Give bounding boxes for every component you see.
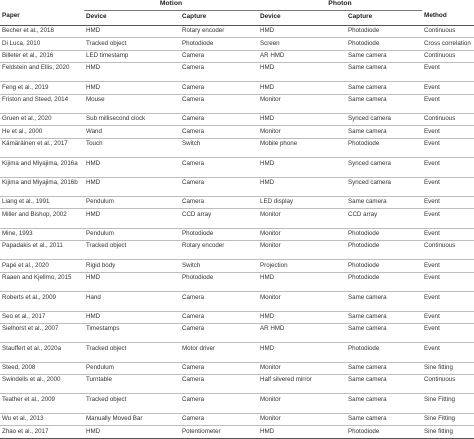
method-cell: Event xyxy=(422,260,474,272)
group-header-photon: Photon xyxy=(258,0,422,10)
column-header-method: Method xyxy=(422,10,474,25)
table-row xyxy=(0,38,474,50)
motion-device-cell: HMD xyxy=(84,82,180,94)
motion-capture-cell: Camera xyxy=(180,114,258,126)
photon-capture-cell: Same camera xyxy=(346,126,422,138)
paper-cell: Papé et al., 2020 xyxy=(0,260,84,272)
paper-cell: Liang et al., 1991 xyxy=(0,196,84,208)
group-header-motion: Motion xyxy=(84,0,258,10)
motion-capture-cell: Camera xyxy=(180,394,258,413)
column-header-paper: Paper xyxy=(0,10,84,25)
motion-device-cell: Timestamps xyxy=(84,323,180,342)
motion-device-cell: Turntable xyxy=(84,375,180,394)
photon-capture-cell: Same camera xyxy=(346,196,422,208)
motion-capture-cell: Camera xyxy=(180,311,258,323)
motion-device-cell: Sub millisecond clock xyxy=(84,114,180,126)
photon-capture-cell: Synced camera xyxy=(346,158,422,177)
photon-device-cell: HMD xyxy=(258,82,346,94)
motion-capture-cell: Camera xyxy=(180,375,258,394)
table-row xyxy=(0,343,474,362)
motion-device-cell: HMD xyxy=(84,158,180,177)
paper-cell: Kijima and Miyajima, 2016b xyxy=(0,177,84,196)
motion-device-cell: Hand xyxy=(84,292,180,311)
motion-device-cell: Tracked object xyxy=(84,343,180,362)
motion-capture-cell: Camera xyxy=(180,196,258,208)
motion-capture-cell: Camera xyxy=(180,292,258,311)
motion-device-cell: Touch xyxy=(84,138,180,157)
photon-capture-cell: Photodiode xyxy=(346,343,422,362)
paper-cell: Zhao et al., 2017 xyxy=(0,426,84,438)
table-row xyxy=(0,241,474,260)
photon-capture-cell: Synced camera xyxy=(346,177,422,196)
paper-cell: Becher et al., 2018 xyxy=(0,25,84,37)
photon-capture-cell: Same camera xyxy=(346,311,422,323)
paper-cell: Mine, 1993 xyxy=(0,228,84,240)
method-cell: Continuous xyxy=(422,114,474,126)
motion-device-cell: Tracked object xyxy=(84,394,180,413)
photon-capture-cell: Photodiode xyxy=(346,38,422,50)
paper-cell: Miller and Bishop, 2002 xyxy=(0,209,84,228)
photon-capture-cell: Same camera xyxy=(346,62,422,81)
method-cell: Event xyxy=(422,158,474,177)
motion-capture-cell: Camera xyxy=(180,94,258,113)
photon-device-cell: LED display xyxy=(258,196,346,208)
table-row xyxy=(0,25,474,37)
photon-device-cell: HMD xyxy=(258,272,346,291)
photon-capture-cell: Same camera xyxy=(346,292,422,311)
column-header-motion-device: Device xyxy=(84,10,180,25)
photon-device-cell: Monitor xyxy=(258,126,346,138)
photon-device-cell: Monitor xyxy=(258,394,346,413)
table-row xyxy=(0,177,474,196)
method-cell: Event xyxy=(422,177,474,196)
photon-device-cell: HMD xyxy=(258,311,346,323)
motion-capture-cell: Camera xyxy=(180,177,258,196)
photon-device-cell: HMD xyxy=(258,25,346,37)
table-row xyxy=(0,426,474,438)
photon-device-cell: Monitor xyxy=(258,94,346,113)
method-cell: Event xyxy=(422,343,474,362)
motion-device-cell: HMD xyxy=(84,209,180,228)
photon-device-cell: Monitor xyxy=(258,362,346,374)
table-row xyxy=(0,209,474,228)
table-row xyxy=(0,138,474,157)
table-row xyxy=(0,126,474,138)
paper-cell: Raaen and Kjellmo, 2015 xyxy=(0,272,84,291)
method-cell: Event xyxy=(422,272,474,291)
table-row xyxy=(0,311,474,323)
photon-capture-cell: Photodiode xyxy=(346,25,422,37)
motion-device-cell: Mouse xyxy=(84,94,180,113)
motion-capture-cell: Motor driver xyxy=(180,343,258,362)
motion-capture-cell: Camera xyxy=(180,82,258,94)
method-cell: Event xyxy=(422,292,474,311)
photon-device-cell: Monitor xyxy=(258,413,346,425)
photon-capture-cell: Photodiode xyxy=(346,228,422,240)
motion-device-cell: HMD xyxy=(84,62,180,81)
table-row xyxy=(0,260,474,272)
photon-device-cell: Monitor xyxy=(258,228,346,240)
photon-device-cell: HMD xyxy=(258,426,346,438)
method-cell: Event xyxy=(422,138,474,157)
motion-capture-cell: Camera xyxy=(180,413,258,425)
method-cell: Event xyxy=(422,126,474,138)
method-cell: Continuous xyxy=(422,375,474,394)
group-header-empty xyxy=(0,0,84,10)
photon-capture-cell: Same camera xyxy=(346,394,422,413)
table-row xyxy=(0,158,474,177)
motion-capture-cell: Photodiode xyxy=(180,228,258,240)
method-cell: Cross correlation xyxy=(422,38,474,50)
method-cell: Event xyxy=(422,94,474,113)
method-cell: Event xyxy=(422,82,474,94)
motion-capture-cell: Camera xyxy=(180,323,258,342)
motion-capture-cell: Potentiometer xyxy=(180,426,258,438)
motion-capture-cell: Camera xyxy=(180,158,258,177)
photon-device-cell: Screen xyxy=(258,38,346,50)
method-cell: Event xyxy=(422,228,474,240)
table-row xyxy=(0,50,474,62)
method-cell: Sine Fitting xyxy=(422,413,474,425)
photon-device-cell: AR HMD xyxy=(258,323,346,342)
photon-device-cell: Projection xyxy=(258,260,346,272)
photon-device-cell: Half silvered mirror xyxy=(258,375,346,394)
photon-device-cell: HMD xyxy=(258,158,346,177)
motion-device-cell: HMD xyxy=(84,272,180,291)
motion-device-cell: HMD xyxy=(84,311,180,323)
photon-capture-cell: Photodiode xyxy=(346,426,422,438)
method-cell: Continuous xyxy=(422,241,474,260)
photon-device-cell: AR HMD xyxy=(258,50,346,62)
table-row xyxy=(0,413,474,425)
motion-device-cell: Pendulum xyxy=(84,362,180,374)
table-row xyxy=(0,272,474,291)
table-row xyxy=(0,362,474,374)
motion-capture-cell: Camera xyxy=(180,126,258,138)
table-body xyxy=(0,25,474,438)
motion-capture-cell: Camera xyxy=(180,362,258,374)
motion-device-cell: HMD xyxy=(84,177,180,196)
photon-capture-cell: Photodiode xyxy=(346,272,422,291)
column-header-photon-capture: Capture xyxy=(346,10,422,25)
paper-cell: Di Luca, 2010 xyxy=(0,38,84,50)
column-header-row xyxy=(0,10,474,25)
motion-capture-cell: Camera xyxy=(180,50,258,62)
motion-capture-cell: Camera xyxy=(180,62,258,81)
photon-device-cell: Monitor xyxy=(258,292,346,311)
photon-capture-cell: Photodiode xyxy=(346,241,422,260)
paper-cell: Stauffert et al., 2020a xyxy=(0,343,84,362)
table-row xyxy=(0,94,474,113)
paper-cell: Roberts et al., 2009 xyxy=(0,292,84,311)
method-cell: Sine fitting xyxy=(422,426,474,438)
motion-capture-cell: Switch xyxy=(180,138,258,157)
method-cell: Continuous xyxy=(422,50,474,62)
table-row xyxy=(0,375,474,394)
paper-cell: Swindells et al., 2000 xyxy=(0,375,84,394)
motion-device-cell: HMD xyxy=(84,25,180,37)
paper-cell: Kijima and Miyajima, 2016a xyxy=(0,158,84,177)
method-cell: Sine fitting xyxy=(422,362,474,374)
method-cell: Event xyxy=(422,311,474,323)
paper-cell: Feldstein and Ellis, 2020 xyxy=(0,62,84,81)
table-row xyxy=(0,292,474,311)
table-row xyxy=(0,196,474,208)
motion-device-cell: LED timestamp xyxy=(84,50,180,62)
photon-capture-cell: Same camera xyxy=(346,362,422,374)
method-cell: Event xyxy=(422,196,474,208)
photon-capture-cell: Same camera xyxy=(346,94,422,113)
table-row xyxy=(0,82,474,94)
photon-device-cell: Mobile phone xyxy=(258,138,346,157)
photon-capture-cell: Photodiode xyxy=(346,138,422,157)
table-row xyxy=(0,114,474,126)
motion-device-cell: Manually Moved Bar xyxy=(84,413,180,425)
paper-cell: Friston and Steed, 2014 xyxy=(0,94,84,113)
paper-cell: Teather et al., 2009 xyxy=(0,394,84,413)
table-row xyxy=(0,323,474,342)
paper-cell: Gruen et al., 2020 xyxy=(0,114,84,126)
group-header-row xyxy=(0,0,474,10)
photon-device-cell: HMD xyxy=(258,177,346,196)
paper-cell: Papadakis et al., 2011 xyxy=(0,241,84,260)
motion-capture-cell: Rotary encoder xyxy=(180,241,258,260)
paper-cell: Wu et al., 2013 xyxy=(0,413,84,425)
column-header-motion-capture: Capture xyxy=(180,10,258,25)
photon-device-cell: Monitor xyxy=(258,209,346,228)
method-cell: Event xyxy=(422,62,474,81)
paper-cell: Feng et al., 2019 xyxy=(0,82,84,94)
method-cell: Continuous xyxy=(422,25,474,37)
paper-cell: Seo et al., 2017 xyxy=(0,311,84,323)
photon-capture-cell: Synced camera xyxy=(346,114,422,126)
motion-capture-cell: Rotary encoder xyxy=(180,25,258,37)
paper-cell: Kämäräinen et al., 2017 xyxy=(0,138,84,157)
photon-device-cell: HMD xyxy=(258,62,346,81)
paper-cell: Sielhorst et al., 2007 xyxy=(0,323,84,342)
photon-capture-cell: Same camera xyxy=(346,323,422,342)
photon-capture-cell: Photodiode xyxy=(346,260,422,272)
table-row xyxy=(0,228,474,240)
photon-capture-cell: Same camera xyxy=(346,375,422,394)
photon-device-cell: HMD xyxy=(258,343,346,362)
group-header-empty xyxy=(422,0,474,10)
motion-capture-cell: Photodiode xyxy=(180,272,258,291)
paper-cell: Steed, 2008 xyxy=(0,362,84,374)
motion-device-cell: HMD xyxy=(84,426,180,438)
paper-cell: He et al., 2000 xyxy=(0,126,84,138)
photon-capture-cell: Same camera xyxy=(346,82,422,94)
motion-capture-cell: Switch xyxy=(180,260,258,272)
table-row xyxy=(0,62,474,81)
photon-device-cell: Monitor xyxy=(258,241,346,260)
motion-device-cell: Wand xyxy=(84,126,180,138)
motion-device-cell: Pendulum xyxy=(84,228,180,240)
column-header-photon-device: Device xyxy=(258,10,346,25)
method-cell: Event xyxy=(422,323,474,342)
motion-capture-cell: Photodiode xyxy=(180,38,258,50)
photon-device-cell: HMD xyxy=(258,114,346,126)
motion-device-cell: Pendulum xyxy=(84,196,180,208)
motion-capture-cell: CCD array xyxy=(180,209,258,228)
paper-cell: Billeter et al., 2016 xyxy=(0,50,84,62)
photon-capture-cell: Same camera xyxy=(346,50,422,62)
motion-device-cell: Rigid body xyxy=(84,260,180,272)
photon-capture-cell: CCD array xyxy=(346,209,422,228)
method-cell: Sine Fitting xyxy=(422,394,474,413)
photon-capture-cell: Same camera xyxy=(346,413,422,425)
motion-device-cell: Tracked object xyxy=(84,38,180,50)
motion-device-cell: Tracked object xyxy=(84,241,180,260)
table-row xyxy=(0,394,474,413)
method-cell: Event xyxy=(422,209,474,228)
